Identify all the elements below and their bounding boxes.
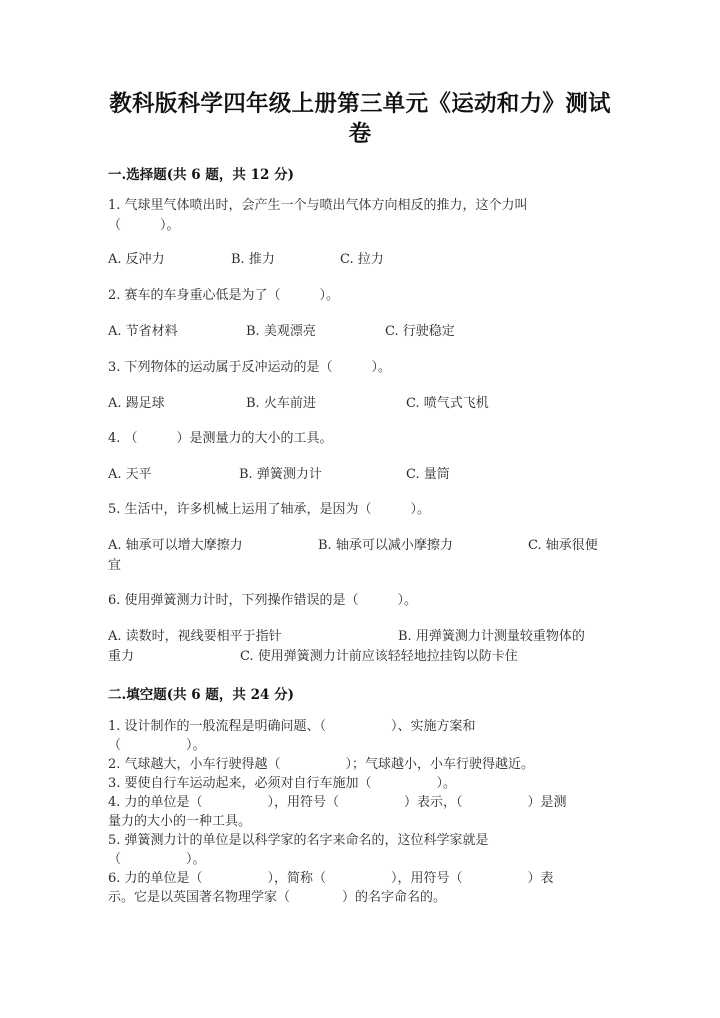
fill-line: 6. 力的单位是（ ），简称（ ），用符号（ ）表: [108, 871, 554, 886]
option-c: C. 轴承很便: [528, 538, 598, 553]
fill-line: （ ）。: [108, 738, 206, 753]
option-a: A. 踢足球: [108, 396, 165, 411]
option-c: C. 拉力: [340, 252, 384, 267]
question-text: 1. 气球里气体喷出时，会产生一个与喷出气体方向相反的推力，这个力叫: [108, 198, 528, 213]
fill-line: 5. 弹簧测力计的单位是以科学家的名字来命名的，这位科学家就是: [108, 833, 489, 848]
section-heading-fill-in-blank: 二.填空题(共 6 题，共 24 分): [108, 687, 294, 703]
option-a: A. 天平: [108, 467, 152, 482]
option-a: A. 读数时，视线要相平于指针: [108, 629, 282, 644]
option-c: C. 喷气式飞机: [406, 396, 489, 411]
fill-line: 示。它是以英国著名物理学家（ ）的名字命名的。: [108, 890, 447, 905]
option-c: C. 使用弹簧测力计前应该轻轻地拉挂钩以防卡住: [240, 649, 518, 664]
fill-line: 2. 气球越大，小车行驶得越（ ）；气球越小，小车行驶得越近。: [108, 757, 535, 772]
option-b: B. 美观漂亮: [246, 324, 316, 339]
question-text: 3. 下列物体的运动属于反冲运动的是（ ）。: [108, 360, 392, 375]
option-a: A. 节省材料: [108, 324, 178, 339]
fill-line: 4. 力的单位是（ ），用符号（ ）表示，（ ）是测: [108, 795, 567, 810]
option-c: C. 行驶稳定: [385, 324, 455, 339]
question-text: 4. （ ）是测量力的大小的工具。: [108, 431, 333, 446]
fill-line: （ ）。: [108, 852, 206, 867]
option-c-wrap: 宜: [108, 558, 122, 573]
fill-line: 3. 要使自行车运动起来，必须对自行车施加（ ）。: [108, 776, 457, 791]
section-heading-multiple-choice: 一.选择题(共 6 题，共 12 分): [108, 167, 294, 183]
question-text: 6. 使用弹簧测力计时，下列操作错误的是（ ）。: [108, 593, 418, 608]
question-text: 5. 生活中，许多机械上运用了轴承，是因为（ ）。: [108, 502, 431, 517]
fill-line: 1. 设计制作的一般流程是明确问题、（ ）、实施方案和: [108, 719, 476, 734]
option-b: B. 弹簧测力计: [239, 467, 322, 482]
option-a: A. 轴承可以增大摩擦力: [108, 538, 243, 553]
question-text: 2. 赛车的车身重心低是为了（ ）。: [108, 288, 340, 303]
option-b: B. 轴承可以减小摩擦力: [318, 538, 453, 553]
document-title-line1: 教科版科学四年级上册第三单元《运动和力》测试: [109, 91, 611, 117]
fill-line: 量力的大小的一种工具。: [108, 814, 252, 829]
option-b: B. 推力: [231, 252, 275, 267]
document-title-line2: 卷: [348, 121, 372, 147]
option-a: A. 反冲力: [108, 252, 165, 267]
option-c: C. 量筒: [406, 467, 450, 482]
option-b: B. 火车前进: [246, 396, 316, 411]
option-b-wrap: 重力: [108, 649, 135, 664]
option-b: B. 用弹簧测力计测量较重物体的: [398, 629, 585, 644]
question-text: （ ）。: [108, 218, 180, 233]
